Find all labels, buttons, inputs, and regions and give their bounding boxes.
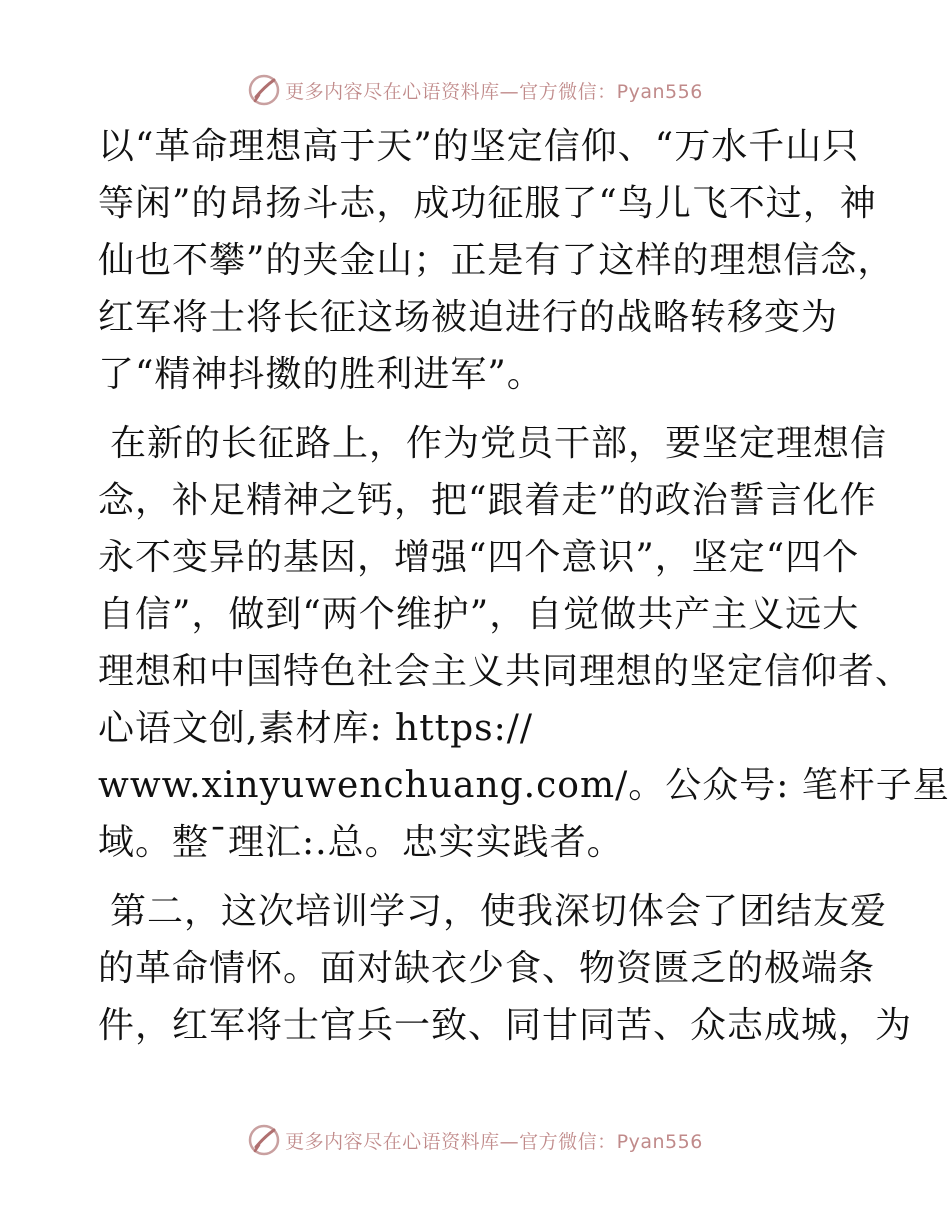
text-line: 在新的长征路上，作为党员干部，要坚定理想信 (110, 423, 888, 464)
document-body (98, 118, 950, 1066)
header-watermark-banner (0, 70, 950, 110)
text-line: 红军将士将长征这场被迫进行的战略转移变为 (98, 297, 839, 338)
quill-logo-icon (247, 1123, 281, 1157)
text-line: 自信”，做到“两个维护”，自觉做共产主义远大 (98, 594, 860, 635)
text-line: 了“精神抖擞的胜利进军”。 (98, 354, 544, 395)
paragraph-1 (98, 118, 895, 403)
text-line: 以“革命理想高于天”的坚定信仰、“万水千山只 (98, 126, 860, 167)
text-line: 第二，这次培训学习，使我深切体会了团结友爱 (110, 891, 888, 932)
quill-logo-icon (247, 73, 281, 107)
footer-watermark-text: 更多内容尽在心语资料库—官方微信：Pyan556 (285, 1130, 703, 1153)
text-line: 理想和中国特色社会主义共同理想的坚定信仰者、 (98, 651, 913, 692)
paragraph-2 (98, 415, 950, 871)
text-line: 念，补足精神之钙，把“跟着走”的政治誓言化作 (98, 480, 877, 521)
text-line: 永不变异的基因，增强“四个意识”，坚定“四个 (98, 537, 860, 578)
text-line: 域。整¯理汇:.总。忠实实践者。 (98, 822, 624, 863)
header-watermark-text: 更多内容尽在心语资料库—官方微信：Pyan556 (285, 80, 703, 103)
text-line: 件，红军将士官兵一致、同甘同苦、众志成城，为 (98, 1005, 913, 1046)
text-line: 仙也不攀”的夹金山；正是有了这样的理想信念， (98, 240, 895, 281)
text-line: 等闲”的昂扬斗志，成功征服了“鸟儿飞不过，神 (98, 183, 877, 224)
text-line: 心语文创,素材库: https:// (98, 708, 534, 749)
text-line: 的革命情怀。面对缺衣少食、物资匮乏的极端条 (98, 948, 876, 989)
footer-watermark-banner (0, 1120, 950, 1160)
paragraph-3 (98, 883, 913, 1054)
text-line: www.xinyuwenchuang.com/。公众号: 笔杆子星 (98, 765, 950, 806)
